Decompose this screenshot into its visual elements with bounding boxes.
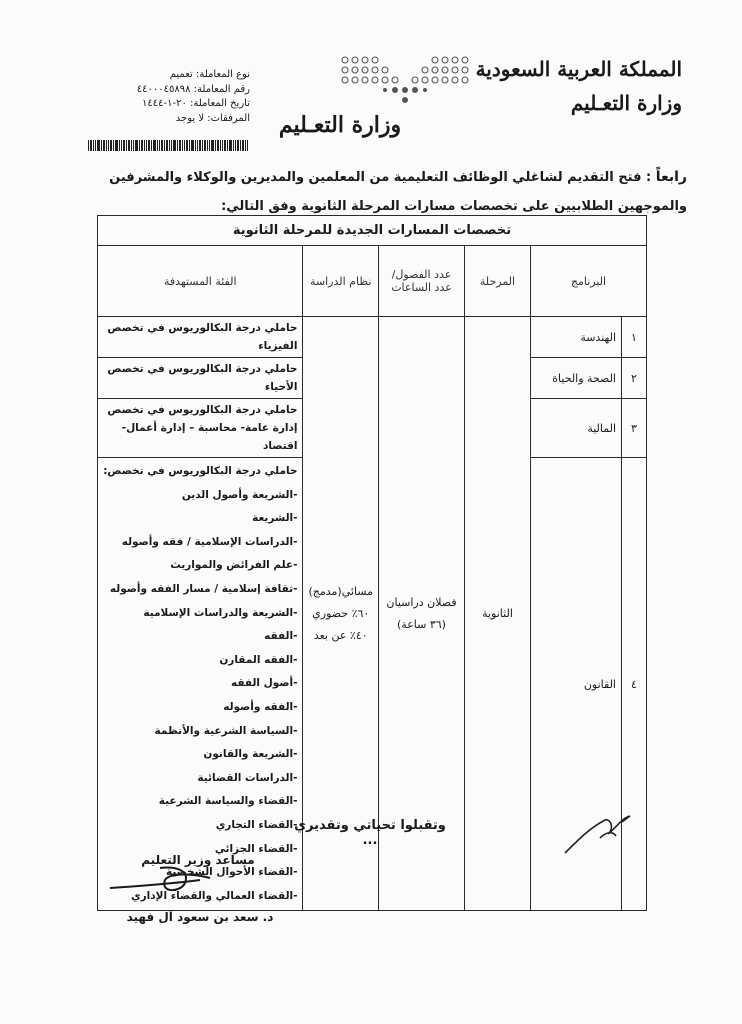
row-number: ١	[622, 317, 647, 358]
header-target: الفئة المستهدفة	[98, 246, 303, 317]
target-item: -الفقه وأصوله	[223, 700, 298, 713]
target-item: -الدراسات الإسلامية / فقه وأصوله	[121, 535, 298, 548]
header-hours: عدد الفصول/ عدد الساعات	[379, 246, 465, 317]
closing-line: وتقبلوا تحياتي وتقديري ...	[294, 818, 446, 848]
row-number: ٣	[622, 399, 647, 458]
row-program: الصحة والحياة	[531, 358, 622, 399]
ministry-logo	[335, 48, 475, 108]
letterhead-right	[476, 52, 682, 120]
header-system: نظام الدراسة	[303, 246, 379, 317]
row-number: ٤	[622, 458, 647, 911]
row-target: حاملي درجة البكالوريوس في تخصص الفيزياء	[98, 317, 303, 358]
kingdom-name: المملكة العربية السعودية	[475, 57, 682, 81]
initials-scribble	[560, 808, 640, 858]
target-item: -الشريعة وأصول الدين	[181, 488, 298, 501]
target-item: -الفقه	[264, 630, 298, 643]
row-number: ٢	[622, 358, 647, 399]
row-target: حاملي درجة البكالوريوس في تخصص إدارة عامة- محاسبة – إدارة أعمال-اقتصاد	[98, 399, 303, 458]
tracks-table	[97, 215, 647, 911]
meta-attachments: المرفقات: لا يوجد	[175, 112, 250, 124]
target-item: -أصول الفقه	[230, 677, 298, 690]
target-item: -القضاء الأحوال الشخصية	[165, 866, 298, 879]
target-item: -الفقه المقارن	[219, 653, 298, 666]
target-item: -القضاء العمالي والقضاء الإداري	[131, 889, 298, 902]
target-item: -السياسة الشرعية والأنظمة	[154, 724, 298, 737]
row-program: المالية	[531, 399, 622, 458]
target-item: -الشريعة والدراسات الإسلامية	[143, 606, 298, 619]
meta-type: نوع المعاملة: تعميم	[169, 69, 250, 80]
intro-text: : فتح التقديم لشاغلي الوظائف التعليمية من المعلمين والمديرين والوكلاء والمشرفين والموجهين الطلابيين على تخصصات مسارات المرحلة الثانوية وفق التالي:	[109, 170, 687, 214]
row-program: الهندسة	[531, 317, 622, 358]
hours-cell: فصلان دراسيان (٣٦ ساعة)	[379, 317, 465, 911]
system-cell: مسائي(مدمج) ٦٠٪ حضوري ٤٠٪ عن بعد	[303, 317, 379, 911]
target-item: -القضاء التجاري	[215, 818, 298, 831]
signer-name: د. سعد بن سعود آل فهيد	[126, 910, 274, 924]
target-item: -ثقافة إسلامية / مسار الفقه وأصوله	[109, 582, 298, 595]
row-target: حاملي درجة البكالوريوس في تخصص الأحياء	[98, 358, 303, 399]
target-item: -القضاء والسياسة الشرعية	[158, 795, 298, 808]
table-row	[98, 317, 647, 358]
header-program: البرنامج	[531, 246, 647, 317]
meta-number: رقم المعاملة: ٤٤٠٠٠٤٥٨٩٨	[136, 83, 250, 95]
target-item: -القضاء الجزائي	[214, 842, 298, 855]
intro-lead: رابعاً	[655, 169, 687, 185]
barcode	[88, 140, 248, 151]
signature	[100, 858, 240, 908]
table-caption: تخصصات المسارات الجديدة للمرحلة الثانوية	[98, 216, 647, 246]
signer-title: مساعد وزير التعليم	[141, 853, 255, 867]
target-item: -الشريعة والقانون	[203, 748, 298, 761]
ministry-name: وزارة التعـليم	[570, 91, 682, 115]
stage-cell: الثانوية	[465, 317, 531, 911]
table-header-row	[98, 246, 647, 317]
target-intro: حاملي درجة البكالوريوس في تخصص:	[103, 465, 298, 477]
row-target-list	[98, 458, 303, 911]
transaction-meta	[90, 68, 250, 126]
target-item: -الدراسات القضائية	[197, 771, 298, 784]
logo-wordmark: وزارة التعـليم	[278, 112, 402, 138]
meta-date: تاريخ المعاملة: ٢٠-١-١٤٤٤	[142, 98, 250, 109]
intro-paragraph	[47, 163, 687, 221]
target-item: -علم الفرائض والمواريث	[170, 559, 298, 572]
row-program: القانون	[531, 458, 622, 911]
header-stage: المرحلة	[465, 246, 531, 317]
target-item: -الشريعة	[252, 512, 298, 525]
